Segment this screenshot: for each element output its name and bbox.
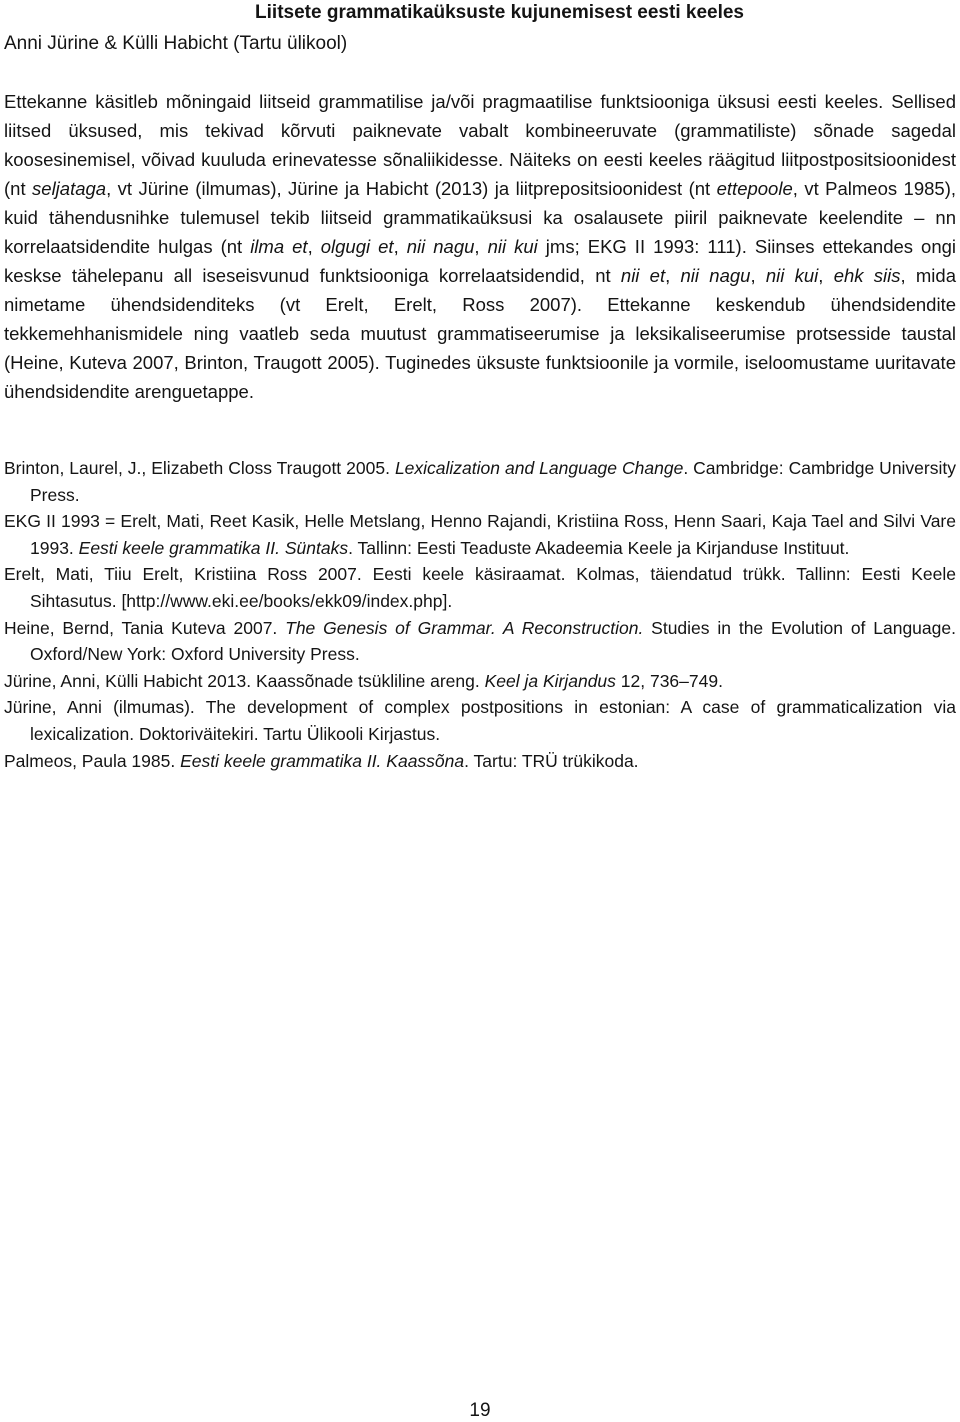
abstract-text: Ettekanne käsitleb mõningaid liitseid grammatilise ja/või pragmaatilise funktsiooniga üksusi eesti keeles. Sellised liitsed üksused, mis tekivad kõrvuti paiknevate vabalt kombineeruvate (grammatiliste) sõnade sagedal koosesinemisel, võivad kuuluda erinevatesse sõnaliikidesse. Näiteks on eesti keeles räägitud liitpostpositsioonidest (nt — [4, 91, 956, 199]
reference-item: Jürine, Anni (ilmumas). The development of complex postpositions in estonian: A case of grammaticalization via lexicalization. Doktoriväitekiri. Tartu Ülikooli Kirjastus. — [4, 697, 956, 744]
reference-item: Brinton, Laurel, J., Elizabeth Closs Traugott 2005. Lexicalization and Language Change. Cambridge: Cambridge University Press. — [4, 458, 956, 505]
paper-authors: Anni Jürine & Külli Habicht (Tartu ülikool) — [4, 33, 348, 54]
abstract-example: nii nagu — [406, 236, 475, 257]
abstract-text: , — [665, 265, 681, 286]
abstract-example: ettepoole — [716, 178, 793, 199]
abstract-example: nii et — [620, 265, 666, 286]
abstract-example: nii nagu — [680, 265, 751, 286]
abstract-example: nii kui — [765, 265, 819, 286]
reference-item: Palmeos, Paula 1985. Eesti keele grammatika II. Kaassõna. Tartu: TRÜ trükikoda. — [4, 750, 639, 771]
abstract-text: , — [474, 236, 488, 257]
reference-item: EKG II 1993 = Erelt, Mati, Reet Kasik, Helle Metslang, Henno Rajandi, Kristiina Ross, Henn Saari, Kaja Tael and Silvi Vare 1993. Eesti keele grammatika II. Süntaks. Tallinn: Eesti Teaduste Akadeemia Keele ja Kirjanduse Instituut. — [4, 511, 956, 558]
abstract-text: , mida nimetame ühendsidenditeks (vt Erelt, Erelt, Ross 2007). Ettekanne keskendub ühendsidendite tekkemehhanismidele ning vaatleb seda muutust grammatiseerumise ja leksikaliseerumise protsesside taustal (Heine, Kuteva 2007, Brinton, Traugott 2005). Tuginedes üksuste funktsioonile ja vormile, iseloomustame uuritavate ühendsidendite arenguetappe. — [4, 265, 956, 402]
abstract-example: seljataga — [32, 178, 107, 199]
abstract-text: , — [750, 265, 766, 286]
abstract-example: ilma et — [250, 236, 308, 257]
abstract-example: ehk siis — [833, 265, 901, 286]
reference-list — [4, 455, 956, 774]
abstract-text: , — [818, 265, 834, 286]
reference-item: Erelt, Mati, Tiiu Erelt, Kristiina Ross 2007. Eesti keele käsiraamat. Kolmas, täiendatud trükk. Tallinn: Eesti Keele Sihtasutus. [http://www.eki.ee/books/ekk09/index.php]. — [4, 564, 956, 611]
paper-title: Liitsete grammatikaüksuste kujunemisest eesti keeles — [255, 2, 744, 23]
page-number: 19 — [469, 1400, 491, 1421]
reference-item: Jürine, Anni, Külli Habicht 2013. Kaassõnade tsükliline areng. Keel ja Kirjandus 12, 736–749. — [4, 670, 723, 691]
abstract-text: , — [307, 236, 321, 257]
abstract-example: olgugi et — [320, 236, 394, 257]
abstract-text: , vt Palmeos 1985), kuid tähendusnihke tulemusel tekib liitseid grammatikaüksusi ka osalausete piiril paiknevate keelendite – nn korrelaatsidendite hulgas (nt — [4, 178, 956, 257]
abstract-text: , vt Jürine (ilmumas), Jürine ja Habicht (2013) ja liitprepositsioonidest (nt — [106, 178, 717, 199]
abstract-text: , — [393, 236, 407, 257]
abstract-example: nii kui — [487, 236, 538, 257]
abstract-paragraph — [4, 87, 956, 406]
abstract-text: jms; EKG II 1993: 111). Siinses ettekandes ongi keskse tähelepanu all iseseisvunud funktsiooniga korrelaatsidendid, nt — [4, 236, 957, 286]
reference-item: Heine, Bernd, Tania Kuteva 2007. The Genesis of Grammar. A Reconstruction. Studies in the Evolution of Language. Oxford/New York: Oxford University Press. — [4, 617, 956, 665]
